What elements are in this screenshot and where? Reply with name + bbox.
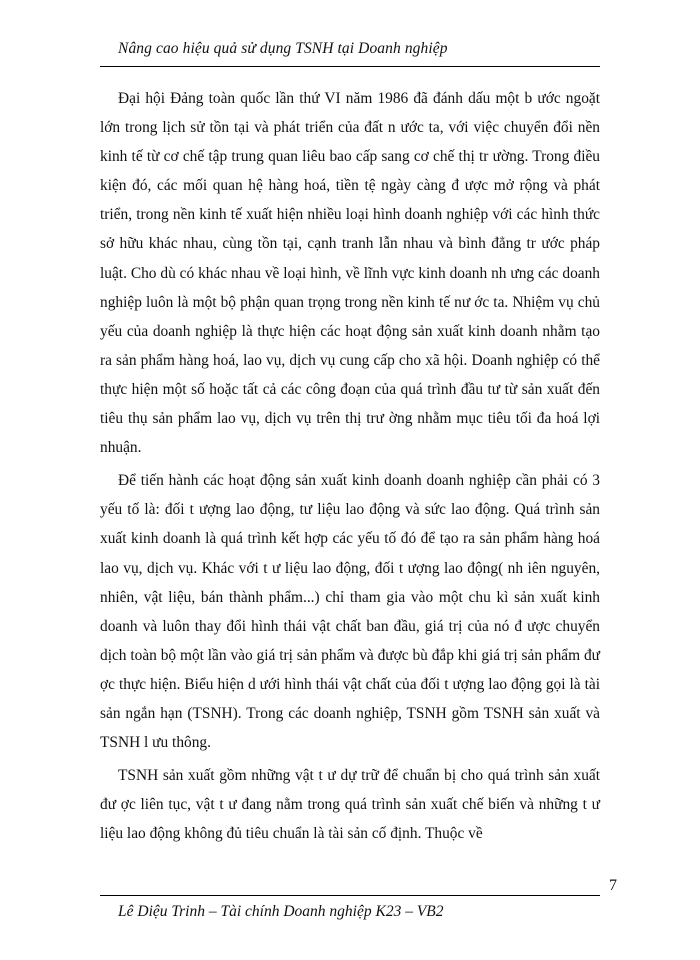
running-footer: Lê Diệu Trinh – Tài chính Doanh nghiệp K23 – VB2	[118, 903, 444, 920]
footer-divider	[100, 895, 600, 896]
paragraph-2: Để tiến hành các hoạt động sản xuất kinh doanh doanh nghiệp cần phải có 3 yếu tố là: đối t ượng lao động, tư liệu lao động và sức lao động. Quá trình sản xuất kinh doanh là quá trình kết hợp các yếu tố đó để tạo ra sản phẩm hàng hoá lao vụ, dịch vụ. Khác với t ư liệu lao động, đối t ượng lao động( nh iên nguyên, nhiên, vật liệu, bán thành phẩm...) chỉ tham gia vào một chu kì sản xuất kinh doanh và luôn thay đổi hình thái vật chất ban đầu, giá trị của nó đ ược chuyển dịch toàn bộ một lần vào giá trị sản phẩm và được bù đắp khi giá trị sản phẩm đư ợc thực hiện. Biểu hiện d ưới hình thái vật chất của đối t ượng lao động gọi là tài sản ngắn hạn (TSNH). Trong các doanh nghiệp, TSNH gồm TSNH sản xuất và TSNH l ưu thông.	[100, 472, 600, 752]
paragraph-3: TSNH sản xuất gồm những vật t ư dự trữ để chuẩn bị cho quá trình sản xuất đư ợc liên tục, vật t ư đang nằm trong quá trình sản xuất chế biến và những t ư liệu lao động không đủ tiêu chuẩn là tài sản cố định. Thuộc về	[100, 767, 600, 843]
body-text	[100, 84, 600, 848]
paragraph-1: Đại hội Đảng toàn quốc lần thứ VI năm 1986 đã đánh dấu một b ước ngoặt lớn trong lịch sử tồn tại và phát triển của đất n ước ta, với việc chuyển đổi nền kinh tế từ cơ chế tập trung quan liêu bao cấp sang cơ chế thị tr ường. Trong điều kiện đó, các mối quan hệ hàng hoá, tiền tệ ngày càng đ ược mở rộng và phát triển, trong nền kinh tế xuất hiện nhiều loại hình doanh nghiệp với các hình thức sở hữu khác nhau, cùng tồn tại, cạnh tranh lẫn nhau và bình đẳng tr ước pháp luật. Cho dù có khác nhau về loại hình, về lĩnh vực kinh doanh nh ưng các doanh nghiệp luôn là một bộ phận quan trọng trong nền kinh tế nư ớc ta. Nhiệm vụ chủ yếu của doanh nghiệp là thực hiện các hoạt động sản xuất kinh doanh nhằm tạo ra sản phẩm hàng hoá, lao vụ, dịch vụ cung cấp cho xã hội. Doanh nghiệp có thể thực hiện một số hoặc tất cả các công đoạn của quá trình đầu tư từ sản xuất đến tiêu thụ sản phẩm lao vụ, dịch vụ trên thị trư ờng nhằm mục tiêu tối đa hoá lợi nhuận.	[100, 90, 600, 457]
running-header: Nâng cao hiệu quả sử dụng TSNH tại Doanh nghiệp	[118, 40, 448, 57]
header-divider	[100, 66, 600, 67]
page-number: 7	[609, 877, 617, 894]
